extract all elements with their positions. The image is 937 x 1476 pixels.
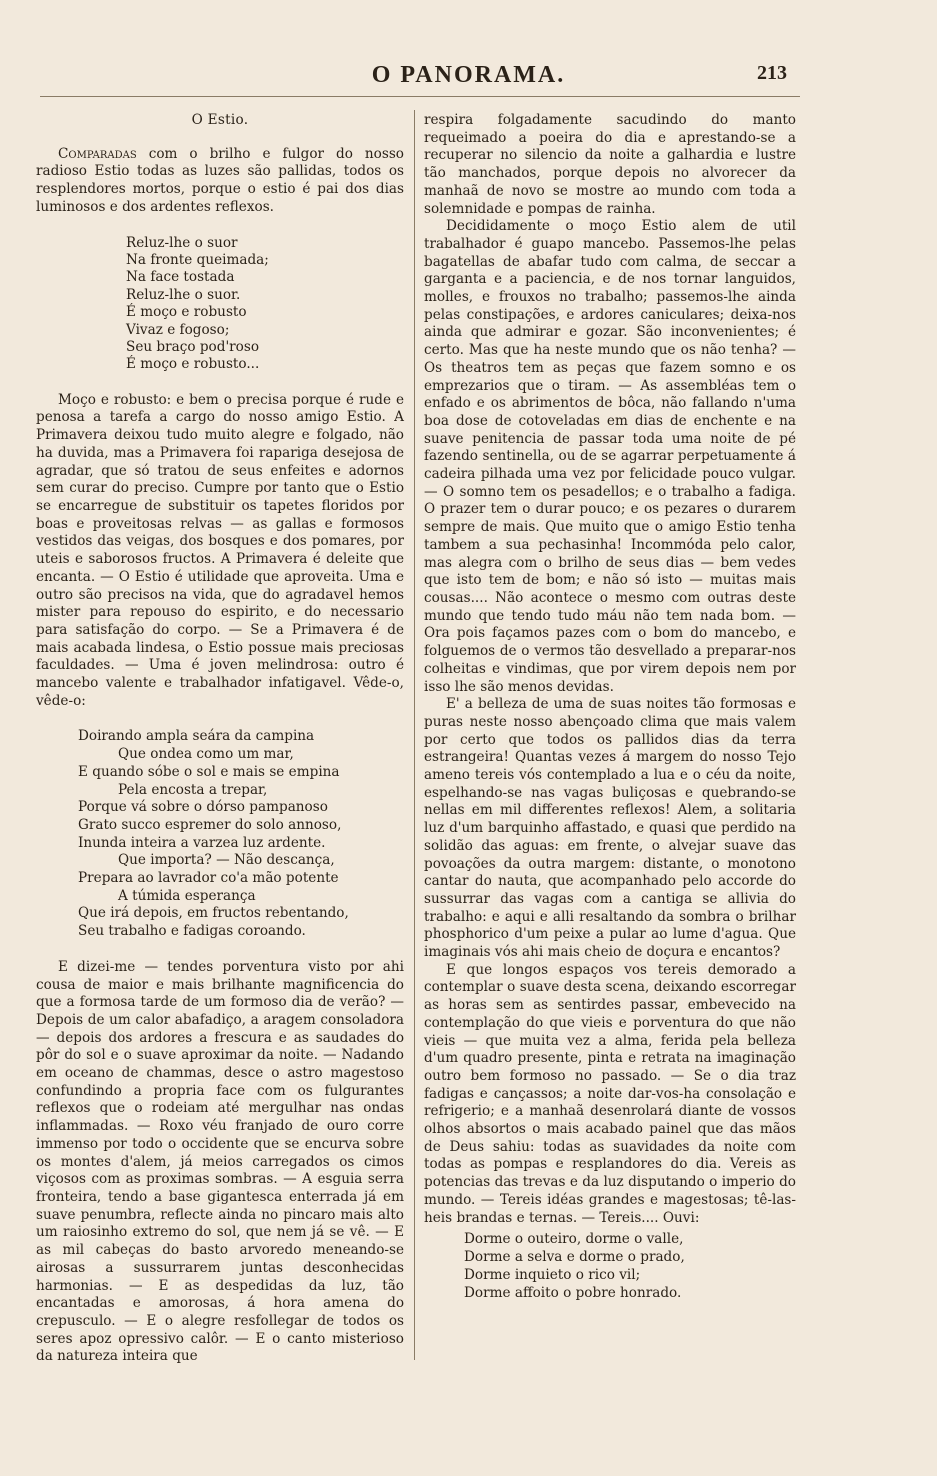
journal-title: O PANORAMA. bbox=[371, 62, 566, 88]
right-column bbox=[424, 112, 796, 1302]
paragraph: E' a belleza de uma de suas noites tão formosas e puras neste nosso abençoado clima que mais valem por certo que todos os pallidos dias da terra estrangeira! Quantas vezes á margem do nosso Tejo ameno tereis vós contemplado a lua e o céu da noite, espelhando-se nas vagas buliçosas e quebrando-se nellas em mil differentes reflexos! Alem, a solitaria luz d'um barquinho affastado, e quasi que perdido na solidão das aguas: em frente, o alvejar suave das povoações da outra margem: distante, o monotono cantar do nauta, que acompanhado pelo accorde do sussurrar das vagas com a cantiga se allivia do trabalho: e aqui e alli resaltando da sombra o brilhar phosphorico d'um peixe a pular ao lume d'agua. Que imaginais vós ahi mais cheio de doçura e encantos? bbox=[424, 696, 796, 961]
paragraph: respira folgadamente sacudindo do manto requeimado a poeira do dia e aprestando-se a recuperar no silencio da noite a galhardia e lustre tão manchados, porque depois no alvorecer da manhaã de novo se mostre ao mundo com toda a solemnidade e pompas de rainha. bbox=[424, 112, 796, 217]
verse-line: Dorme a selva e dorme o prado, bbox=[464, 1249, 685, 1266]
paragraph: Moço e robusto: e bem o precisa porque é rude e penosa a tarefa a cargo do nosso amigo Estio. A Primavera deixou tudo muito alegre e folgado, não ha duvida, mas a Primavera foi rapariga desejosa de agradar, que só tratou de seus enfeites e adornos sem curar do preciso. Cumpre por tanto que o Estio se encarregue de substituir os tapetes floridos por boas e proveitosas relvas — as gallas e formosos vestidos das veigas, dos bosques e dos pomares, por uteis e saborosos fructos. A Primavera é deleite que encanta. — O Estio é utilidade que aproveita. Uma e outro são precisos na vida, que do agradavel hemos mister para repouso do espirito, e do necessario para satisfação do corpo. — Se a Primavera é de mais acabada lindesa, o Estio possue mais preciosas faculdades. — Uma é joven melindrosa: outro é mancebo valente e trabalhador infatigavel. Vêde-o, vêde-o: bbox=[36, 391, 404, 709]
verse-line: É moço e robusto... bbox=[126, 356, 260, 373]
column-divider bbox=[414, 110, 415, 1360]
verse-line: Que ondea como um mar, bbox=[118, 746, 294, 763]
verse-line: Seu braço pod'roso bbox=[126, 338, 260, 355]
verse-line: Grato succo espremer do solo annoso, bbox=[78, 816, 342, 833]
verse-line: É moço e robusto bbox=[126, 304, 247, 321]
verse-block bbox=[36, 235, 404, 374]
left-column bbox=[36, 112, 404, 1366]
verse-line: E quando sóbe o sol e mais se empina bbox=[78, 763, 340, 780]
paragraph bbox=[36, 146, 404, 217]
verse-line: Que importa? — Não descança, bbox=[118, 852, 335, 869]
paragraph: E dizei-me — tendes porventura visto por ahi cousa de maior e mais brilhante magnificencia do que a formosa tarde de um formoso dia de verão? — Depois de um calor abafadiço, a aragem consoladora — depois dos ardores a frescura e as saudades do pôr do sol e o suave aproximar da noite. — Nadando em oceano de chammas, desce o astro magestoso confundindo a propria face com os fulgurantes reflexos que o rodeiam até mergulhar nas ondas inflammadas. — Roxo véu franjado de ouro corre immenso por todo o occidente que se encurva sobre os montes d'alem, já meios carregados os cimos viçosos com as proximas sombras. — A esguia serra fronteira, tendo a base gigantesca enterrada já em suave penumbra, reflecte ainda no pincaro mais alto um raiosinho extremo do sol, que nem já se vê. — E as mil cabeças do basto arvoredo meneando-se airosas a sussurrarem juntas desconhecidas harmonias. — E as despedidas da luz, tão encantadas e amorosas, á hora amena do crepusculo. — E o alegre resfollegar de todos os seres apoz opressivo calôr. — E o canto misterioso da natureza inteira que bbox=[36, 958, 404, 1365]
page-number: 213 bbox=[757, 62, 787, 84]
verse-line: Seu trabalho e fadigas coroando. bbox=[78, 923, 306, 940]
verse-line: Na fronte queimada; bbox=[126, 251, 269, 268]
verse-block bbox=[36, 728, 404, 940]
section-title: O Estio. bbox=[191, 112, 249, 128]
lead-word: Comparadas bbox=[58, 145, 137, 162]
verse-line: Prepara ao lavrador co'a mão potente bbox=[78, 870, 339, 887]
verse-line: Na face tostada bbox=[126, 269, 235, 286]
verse-line: Porque vá sobre o dórso pampanoso bbox=[78, 799, 328, 816]
verse-line: Inunda inteira a varzea luz ardente. bbox=[78, 834, 326, 851]
paragraph: Decididamente o moço Estio alem de util trabalhador é guapo mancebo. Passemos-lhe pelas bagatellas de abafar tudo com calma, de seccar a garganta e a paciencia, e de nos tornar languidos, molles, e frouxos no trabalho; passemos-lhe ainda pelas constipações, e ardores caniculares; deixa-nos ainda que admirar e gozar. São inconvenientes; é certo. Mas que ha neste mundo que os não tenha? — Os theatros tem as peças que fazem somno e os emprezarios que o tiram. — As assembléas tem o enfado e os abrimentos de bôca, não fallando n'uma boa dose de cotoveladas em dias de enchente e na suave penitencia de passar toda uma noite de pé fazendo sentinella, ou de se agarrar perpetuamente á cadeira pilhada uma vez por felicidade pouco vulgar. — O somno tem os pesadellos; e o trabalho a fadiga. O prazer tem o durar pouco; e os pezares o durarem sempre de mais. Que muito que o amigo Estio tenha tambem a sua pechasinha! Incommóda pelo calor, mas alegra com o brilho de seus dias — bem vedes que isto tem de bom; e não só isto — muitas mais cousas.... Não acontece o mesmo com outras deste mundo que tendo tudo máu não tem nada bom. — Ora pois façamos pazes com o bom do mancebo, e folguemos de o vermos tão desvellado a preparar-nos colheitas e vindimas, que por virem depois nem por isso lhe são menos devidas. bbox=[424, 218, 796, 695]
verse-line: A túmida esperança bbox=[118, 887, 256, 904]
verse-line: Dorme inquieto o rico vil; bbox=[464, 1266, 641, 1283]
verse-line: Dorme o outeiro, dorme o valle, bbox=[464, 1231, 684, 1248]
paragraph: E que longos espaços vos tereis demorado a contemplar o suave desta scena, deixando escorregar as horas sem as sentirdes passar, embevecido na contemplação do que vieis e porventura do que não vieis — que muita vez a alma, ferida pela belleza d'um quadro presente, pinta e retrata na imaginação outro bem formoso no passado. — Se o dia traz fadigas e cançassos; a noite dar-vos-ha consolação e refrigerio; e a manhaã desenrolará diante de vossos olhos absortos o mais acabado painel que das mãos de Deus sahiu: todas as suavidades da noite com todas as pompas e resplandores do dia. Vereis as potencias das trevas e da luz disputando o imperio do mundo. — Tereis idéas grandes e magestosas; tê-las-heis brandas e ternas. — Tereis.... Ouvi: bbox=[424, 961, 796, 1226]
verse-line: Que irá depois, em fructos rebentando, bbox=[78, 905, 349, 922]
verse-block bbox=[424, 1231, 796, 1302]
verse-line: Doirando ampla seára da campina bbox=[78, 728, 315, 745]
verse-line: Pela encosta a trepar, bbox=[118, 781, 268, 798]
paragraph-text: com o brilho e fulgor do nosso radioso Estio todas as luzes são pallidas, todos os resplendores mortos, porque o estio é pai dos dias luminosos e dos ardentes reflexos. bbox=[36, 145, 404, 215]
verse-line: Vivaz e fogoso; bbox=[126, 321, 230, 338]
verse-line: Dorme affoito o pobre honrado. bbox=[464, 1284, 682, 1301]
verse-line: Reluz-lhe o suor bbox=[126, 234, 238, 251]
header-rule bbox=[40, 96, 800, 97]
verse-line: Reluz-lhe o suor. bbox=[126, 286, 241, 303]
